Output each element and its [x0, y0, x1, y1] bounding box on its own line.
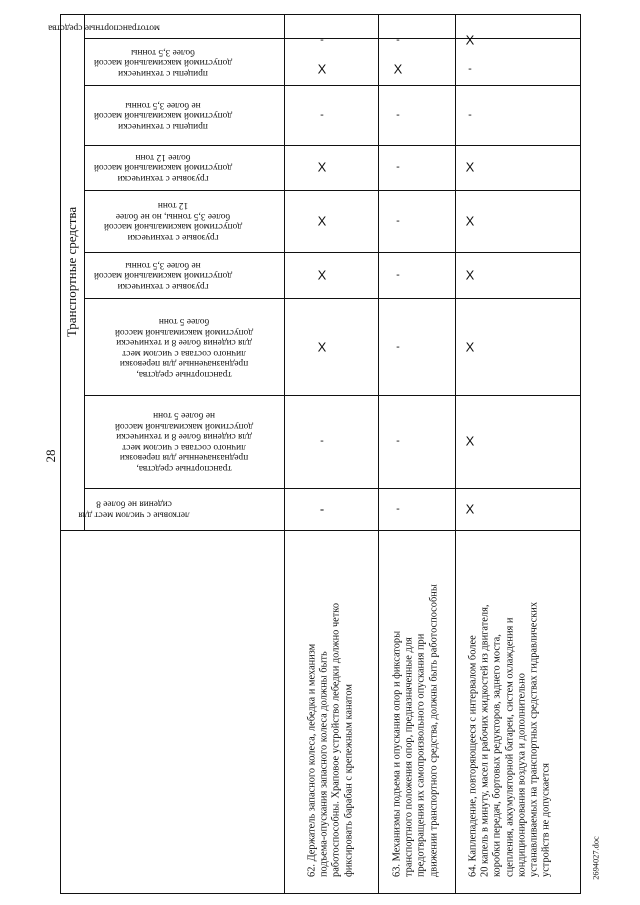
column-header: прицепы с технически допустимой максимальной массой более 3,5 тонны — [93, 46, 233, 78]
row-62-mark: X — [317, 267, 327, 283]
row-62-mark: X — [317, 339, 327, 355]
row-64-mark: - — [468, 63, 472, 75]
row-62-mark: X — [317, 213, 327, 229]
column-separator — [84, 38, 580, 39]
page-number: 28 — [43, 449, 58, 463]
row-63-mark: - — [396, 503, 400, 515]
column-separator — [84, 298, 580, 299]
row-text-64: 64. Каплепадение, повторяющееся с интервалом более 20 капель в минуту, масел и рабочих жидкостей из двигателя, коробки передач, бортовых редукторов, заднего моста, сцепления, аккумуляторной батареи, систем охлаждения и кондиционирования воздуха и дополнительно устанавливаемых на транспортных средствах гидравлических устройств не допускается — [467, 601, 552, 877]
row-64-mark: X — [465, 267, 475, 283]
header-body-divider — [284, 14, 285, 894]
row-64-mark: X — [465, 433, 475, 449]
column-separator — [84, 85, 580, 86]
row-63-mark: - — [396, 435, 400, 447]
row-62-mark: - — [320, 34, 324, 46]
row-64-mark: X — [465, 159, 475, 175]
table-border-top — [60, 14, 580, 15]
row-62-mark: - — [320, 109, 324, 121]
column-separator — [84, 190, 580, 191]
header-label-separator — [60, 530, 580, 531]
row-64-mark: X — [465, 213, 475, 229]
column-header: мототранспортные средства — [48, 22, 160, 33]
row-divider-1 — [378, 14, 379, 894]
row-64-mark: - — [468, 109, 472, 121]
row-text-62: 62. Держатель запасного колеса, лебедка и механизм подъема-опускания запасного колеса должны быть работоспособны. Храповое устройство лебедки должно четко фиксировать барабан с крепежным канатом — [306, 602, 355, 877]
column-separator — [84, 145, 580, 146]
column-separator — [84, 395, 580, 396]
row-text-63: 63. Механизмы подъема и опускания опор и фиксаторы транспортного положения опор, предназначенные для предотвращения их самопроизвольного опускания при движении транспортного средства, должны быть работоспособны — [391, 584, 440, 877]
row-63-mark: - — [396, 269, 400, 281]
row-63-mark: - — [396, 215, 400, 227]
column-header: грузовые с технически допустимой максимальной массой более 12 тонн — [93, 151, 233, 183]
row-63-mark: - — [396, 34, 400, 46]
column-header: транспортные средства, предназначенные для перевозки личного состава с числом мест для сидения более 8 и технически допустимой максимальной массой не более 5 тонн — [114, 409, 254, 473]
row-62-mark: - — [320, 435, 324, 447]
row-64-mark: X — [465, 501, 475, 517]
group-header-divider — [84, 14, 85, 530]
table-border-bottom — [60, 893, 580, 894]
row-63-mark: - — [396, 161, 400, 173]
column-header: грузовые с технически допустимой максимальной массой не более 3,5 тонны — [93, 259, 233, 291]
column-separator — [84, 488, 580, 489]
row-63-mark: - — [396, 109, 400, 121]
row-62-mark: X — [317, 159, 327, 175]
row-62-mark: - — [319, 501, 325, 517]
row-64-mark: X — [465, 32, 475, 48]
row-62-mark: X — [317, 61, 327, 77]
row-divider-2 — [455, 14, 456, 894]
table-border-left — [60, 14, 61, 894]
footer-filename: 2694027.doc — [591, 836, 601, 880]
column-separator — [84, 252, 580, 253]
row-64-mark: X — [465, 339, 475, 355]
column-header: транспортные средства, предназначенные для перевозки личного состава с числом мест для сидения более 8 и технически допустимой максимальной массой более 5 тонн — [114, 315, 254, 379]
row-63-mark: - — [396, 341, 400, 353]
table-border-right — [580, 14, 581, 894]
column-header: легковые с числом мест для сидения не более 8 — [78, 499, 190, 520]
group-header: Транспортные средства — [64, 206, 79, 338]
column-header: грузовые с технически допустимой максимальной массой более 3,5 тонны, но не более 12 тонн — [103, 200, 243, 243]
column-header: прицепы с технически допустимой максимальной массой не более 3,5 тонны — [93, 99, 233, 131]
row-63-mark: X — [393, 61, 403, 77]
